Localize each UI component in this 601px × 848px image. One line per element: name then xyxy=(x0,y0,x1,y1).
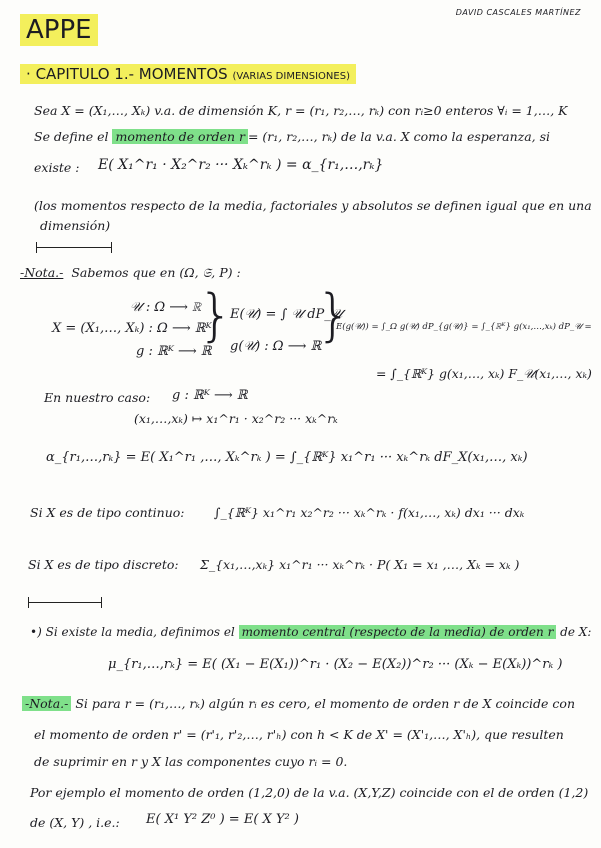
nota-2-line-1 xyxy=(22,696,575,711)
def-line-2-pre: Se define el xyxy=(34,129,109,144)
central-pre: •) Si existe la media, definimos el xyxy=(30,625,235,639)
def-line-2 xyxy=(34,129,550,144)
chapter-heading xyxy=(20,64,356,84)
nota-2-text-1: Si para r = (r₁,…, rₖ) algún rᵢ es cero, el momento de orden r de X coincide con xyxy=(75,696,576,711)
nota-2-line-4: Por ejemplo el momento de orden (1,2,0) de la v.a. (X,Y,Z) coincide con el de orden (1,2) xyxy=(30,785,589,800)
case-mapping: (x₁,…,xₖ) ↦ x₁^r₁ · x₂^r₂ ··· xₖ^rₖ xyxy=(134,411,338,426)
chapter-subtitle: (VARIAS DIMENSIONES) xyxy=(232,71,350,82)
nota-2-label: -Nota.- xyxy=(22,696,71,711)
g-of-u-map: g(𝒰) : Ω ⟶ ℝ xyxy=(230,339,322,354)
def-line-2-post: = (r₁, r₂,…, rₖ) de la v.a. X como la esperanza, si xyxy=(247,129,551,144)
alpha-formula: α_{r₁,…,rₖ} = E( X₁^r₁ ,…, Xₖ^rₖ ) = ∫_{ℝᴷ} x₁^r₁ ··· xₖ^rₖ dF_X(x₁,…, xₖ) xyxy=(46,450,528,465)
discrete-label: Si X es de tipo discreto: xyxy=(28,557,179,572)
u-map: 𝒰 : Ω ⟶ ℝ xyxy=(130,300,202,315)
nota-1-intro: Sabemos que en (Ω, 𝔖, P) : xyxy=(71,265,241,280)
case-g-map: g : ℝᴷ ⟶ ℝ xyxy=(172,388,248,403)
central-moment-formula: μ_{r₁,…,rₖ} = E( (X₁ − E(X₁))^r₁ · (X₂ − E(X₂))^r₂ ··· (Xₖ − E(Xₖ))^rₖ ) xyxy=(108,657,563,672)
moment-formula: E( X₁^r₁ · X₂^r₂ ··· Xₖ^rₖ ) = α_{r₁,…,rₖ} xyxy=(98,157,384,173)
central-moment-highlight: momento central (respecto de la media) de orden r xyxy=(239,625,557,639)
continuous-formula: ∫_{ℝᴷ} x₁^r₁ x₂^r₂ ··· xₖ^rₖ · f(x₁,…, xₖ) dx₁ ··· dxₖ xyxy=(214,505,525,520)
curly-brace-glyph-2: } xyxy=(316,283,352,348)
nota-2-example-formula: E( X¹ Y² Z⁰ ) = E( X Y² ) xyxy=(146,812,299,827)
x-map: X = (X₁,…, Xₖ) : Ω ⟶ ℝᴷ xyxy=(52,321,212,336)
section-divider-1 xyxy=(36,247,112,248)
nota-2-line-3: de suprimir en r y X las componentes cuyo rᵢ = 0. xyxy=(34,754,348,769)
nota-2-line-2: el momento de orden r' = (r'₁, r'₂,…, r'ₕ) con h < K de X' = (X'₁,…, X'ₕ), que resulten xyxy=(34,727,564,742)
chapter-title: CAPITULO 1.- MOMENTOS xyxy=(35,65,228,83)
expectation-g-formula: E(g(𝒰)) = ∫_Ω g(𝒰) dP_{g(𝒰)} = ∫_{ℝᴷ} g(x₁,…,xₖ) dP_𝒰 = xyxy=(336,322,592,332)
moment-definition-highlight: momento de orden r xyxy=(112,129,247,144)
central-moment-line xyxy=(30,625,591,639)
expectation-g-formula-2: = ∫_{ℝᴷ} g(x₁,…, xₖ) F_𝒰(x₁,…, xₖ) xyxy=(376,366,592,381)
central-post: de X: xyxy=(560,625,592,639)
expectation-u: E(𝒰) = ∫ 𝒰 dP_𝒰 xyxy=(230,307,343,322)
continuous-label: Si X es de tipo continuo: xyxy=(30,505,185,520)
page-title: APPE xyxy=(20,14,98,46)
chapter-bullet: · xyxy=(26,65,31,83)
case-label: En nuestro caso: xyxy=(44,390,151,405)
g-map: g : ℝᴷ ⟶ ℝ xyxy=(136,344,212,359)
discrete-formula: Σ_{x₁,…,xₖ} x₁^r₁ ··· xₖ^rₖ · P( X₁ = x₁ ,…, Xₖ = xₖ ) xyxy=(200,557,520,572)
nota-1 xyxy=(20,265,241,281)
def-line-5: dimensión) xyxy=(40,218,111,233)
nota-2-line-5-pre: de (X, Y) , i.e.: xyxy=(30,815,120,830)
curly-brace-glyph: } xyxy=(198,283,234,348)
def-exists-label: existe : xyxy=(34,160,80,175)
def-line-1: Sea X = (X₁,…, Xₖ) v.a. de dimensión K, r = (r₁, r₂,…, rₖ) con rᵢ≥0 enteros ∀ᵢ = 1,…, K xyxy=(34,103,568,118)
section-divider-2 xyxy=(28,602,102,603)
author-name: DAVID CASCALES MARTÍNEZ xyxy=(455,8,581,17)
nota-1-label: -Nota.- xyxy=(20,265,64,280)
def-line-4: (los momentos respecto de la media, factoriales y absolutos se definen igual que en una xyxy=(34,198,592,213)
